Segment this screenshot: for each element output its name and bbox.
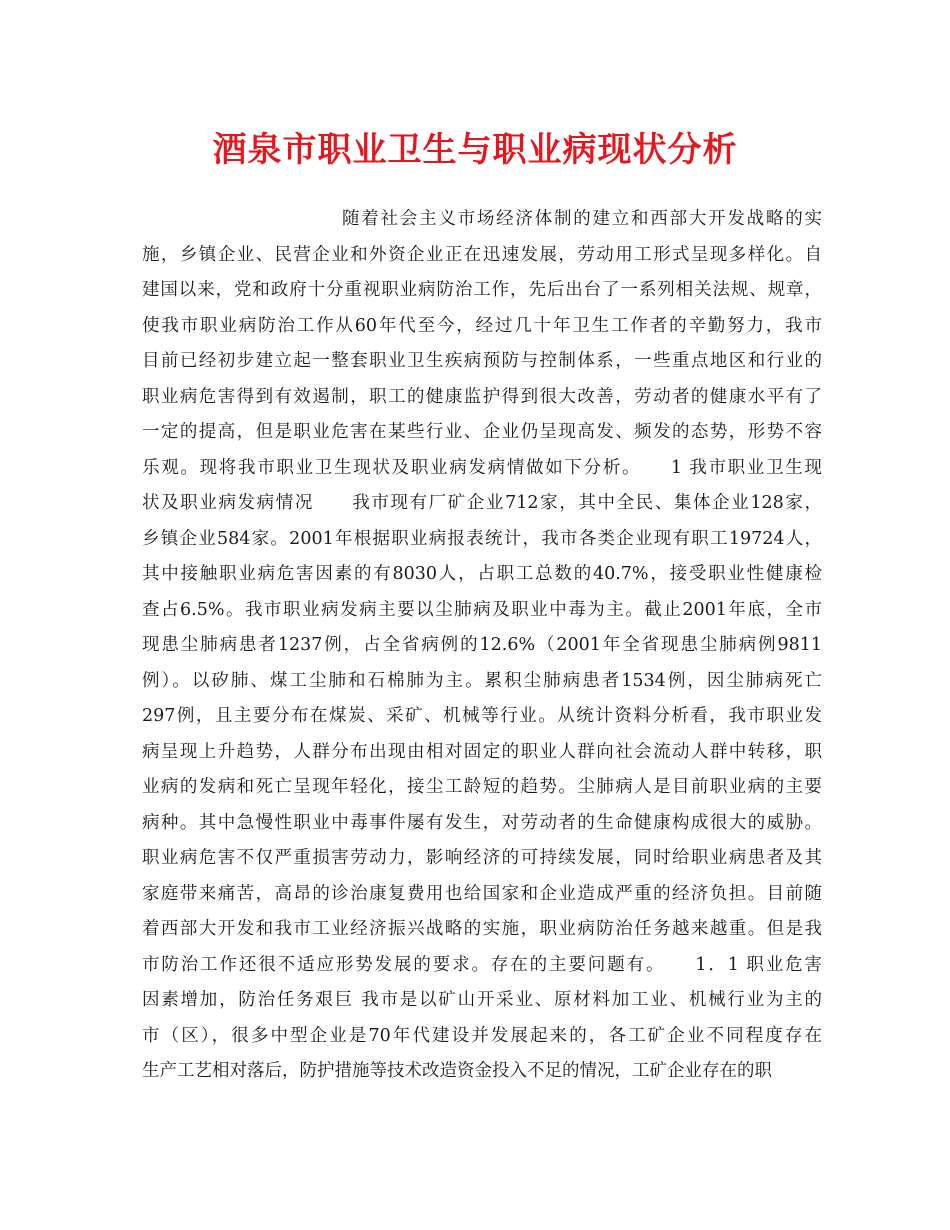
body-text-line: 家庭带来痛苦，高昂的诊治康复费用也给国家和企业造成严重的经济负担。目前随 [142, 883, 822, 904]
body-text-line: 因素增加，防治任务艰巨 我市是以矿山开采业、原材料加工业、机械行业为主的 [142, 990, 822, 1010]
body-text-line: 病种。其中急慢性职业中毒事件屡有发生，对劳动者的生命健康构成很大的威胁。 [142, 812, 822, 833]
body-text-line: 随着社会主义市场经济体制的建立和西部大开发战略的实 [342, 209, 822, 229]
body-text-line: 着西部大开发和我市工业经济振兴战略的实施，职业病防治任务越来越重。但是我 [142, 919, 822, 939]
body-text-line: 职业病危害不仅严重损害劳动力，影响经济的可持续发展，同时给职业病患者及其 [142, 848, 822, 868]
body-text-line: 病呈现上升趋势，人群分布出现由相对固定的职业人群向社会流动人群中转移，职 [142, 741, 822, 762]
body-text-line: 生产工艺相对落后，防护措施等技术改造资金投入不足的情况，工矿企业存在的职 [142, 1061, 772, 1081]
body-text-line: 乡镇企业584家。2001年根据职业病报表统计，我市各类企业现有职工19724人， [142, 528, 822, 549]
body-text-line: 市防治工作还很不适应形势发展的要求。存在的主要问题有。 1．1 职业危害 [142, 954, 822, 975]
body-text-line: 施，乡镇企业、民营企业和外资企业正在迅速发展，劳动用工形式呈现多样化。自 [142, 244, 822, 265]
document-title: 酒泉市职业卫生与职业病现状分析 [212, 130, 738, 170]
body-text-line: 例）。以矽肺、煤工尘肺和石棉肺为主。累积尘肺病患者1534例，因尘肺病死亡 [142, 670, 822, 691]
body-text-line: 现患尘肺病患者1237例，占全省病例的12.6%（2001年全省现患尘肺病例9811 [142, 635, 822, 655]
body-text-line: 目前已经初步建立起一整套职业卫生疾病预防与控制体系，一些重点地区和行业的 [142, 351, 822, 371]
body-text-line: 乐观。现将我市职业卫生现状及职业病发病情做如下分析。 1 我市职业卫生现 [142, 457, 822, 478]
body-text-line: 业病的发病和死亡呈现年轻化，接尘工龄短的趋势。尘肺病人是目前职业病的主要 [142, 777, 822, 797]
body-text-line: 297例，且主要分布在煤炭、采矿、机械等行业。从统计资料分析看，我市职业发 [142, 706, 822, 726]
body-text-line: 职业病危害得到有效遏制，职工的健康监护得到很大改善，劳动者的健康水平有了 [142, 386, 822, 407]
body-text-line: 使我市职业病防治工作从60年代至今，经过几十年卫生工作者的辛勤努力，我市 [142, 315, 822, 336]
body-text-line: 市（区），很多中型企业是70年代建设并发展起来的，各工矿企业不同程度存在 [142, 1025, 822, 1046]
body-text-line: 其中接触职业病危害因素的有8030人，占职工总数的40.7%，接受职业性健康检 [142, 564, 822, 584]
body-text-line: 查占6.5%。我市职业病发病主要以尘肺病及职业中毒为主。截止2001年底，全市 [142, 599, 822, 620]
body-text-line: 建国以来，党和政府十分重视职业病防治工作，先后出台了一系列相关法规、规章， [142, 280, 822, 300]
body-text-line: 一定的提高，但是职业危害在某些行业、企业仍呈现高发、频发的态势，形势不容 [142, 422, 822, 442]
document-body [142, 202, 822, 1090]
body-text-line: 状及职业病发病情况 我市现有厂矿企业712家，其中全民、集体企业128家， [142, 493, 822, 513]
